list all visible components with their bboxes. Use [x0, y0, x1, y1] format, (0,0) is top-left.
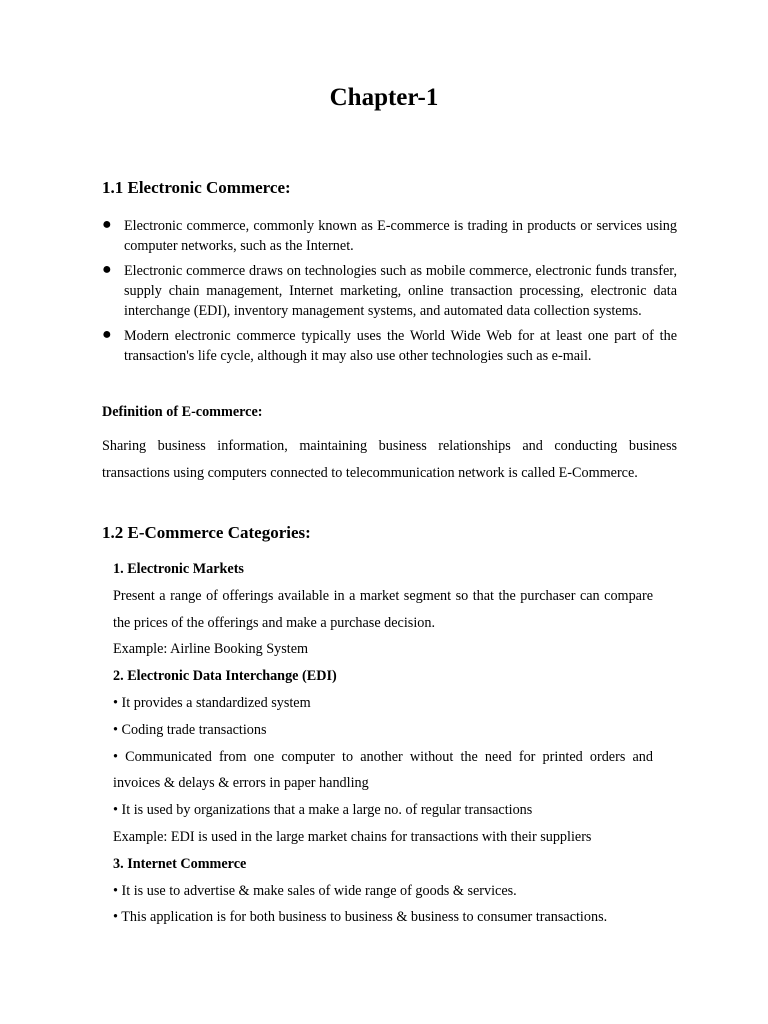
- list-item: • Communicated from one computer to another without the need for printed orders and invoices & delays & errors in paper handling: [113, 748, 653, 792]
- category-description: Present a range of offerings available in a market segment so that the purchaser can compare the prices of the offerings and make a purchase decision.: [113, 587, 653, 631]
- section-heading-ecommerce-categories: 1.2 E-Commerce Categories:: [102, 523, 311, 542]
- category-title-edi: 2. Electronic Data Interchange (EDI): [113, 668, 337, 685]
- category-example: Example: Airline Booking System: [113, 641, 309, 658]
- definition-text: Sharing business information, maintaining business relationships and conducting business transactions using computers connected to telecommunication network is called E-Commerce.: [102, 438, 677, 481]
- list-item: [102, 261, 677, 321]
- bullet-icon: ●: [102, 326, 112, 343]
- category-title-electronic-markets: 1. Electronic Markets: [113, 561, 244, 577]
- definition-heading: Definition of E-commerce:: [102, 404, 263, 420]
- bullet-icon: ●: [102, 261, 112, 278]
- list-item: • It provides a standardized system: [113, 694, 311, 711]
- category-example: Example: EDI is used in the large market chains for transactions with their suppliers: [113, 828, 592, 845]
- list-item: • Coding trade transactions: [113, 721, 267, 738]
- category-title-internet-commerce: 3. Internet Commerce: [113, 855, 247, 872]
- list-item: [102, 216, 677, 256]
- list-item: • This application is for both business to business & business to consumer transactions.: [113, 909, 608, 926]
- bullet-text: Electronic commerce draws on technologies such as mobile commerce, electronic funds transfer, supply chain management, Internet marketing, online transaction processing, electronic data interchange (EDI), inventory management systems, and automated data collection systems.: [124, 263, 677, 319]
- list-item: • It is use to advertise & make sales of wide range of goods & services.: [113, 882, 517, 899]
- list-item: • It is used by organizations that a make a large no. of regular transactions: [113, 802, 533, 819]
- section-heading-electronic-commerce: 1.1 Electronic Commerce:: [102, 178, 291, 197]
- chapter-title: Chapter-1: [329, 84, 439, 111]
- list-item: [102, 326, 677, 366]
- bullet-text: Electronic commerce, commonly known as E-commerce is trading in products or services using computer networks, such as the Internet.: [124, 218, 677, 254]
- categories-block: [113, 556, 653, 931]
- electronic-commerce-bullet-list: [102, 216, 677, 371]
- bullet-text: Modern electronic commerce typically uses the World Wide Web for at least one part of the transaction's life cycle, although it may also use other technologies such as e-mail.: [124, 328, 677, 364]
- bullet-icon: ●: [102, 216, 112, 233]
